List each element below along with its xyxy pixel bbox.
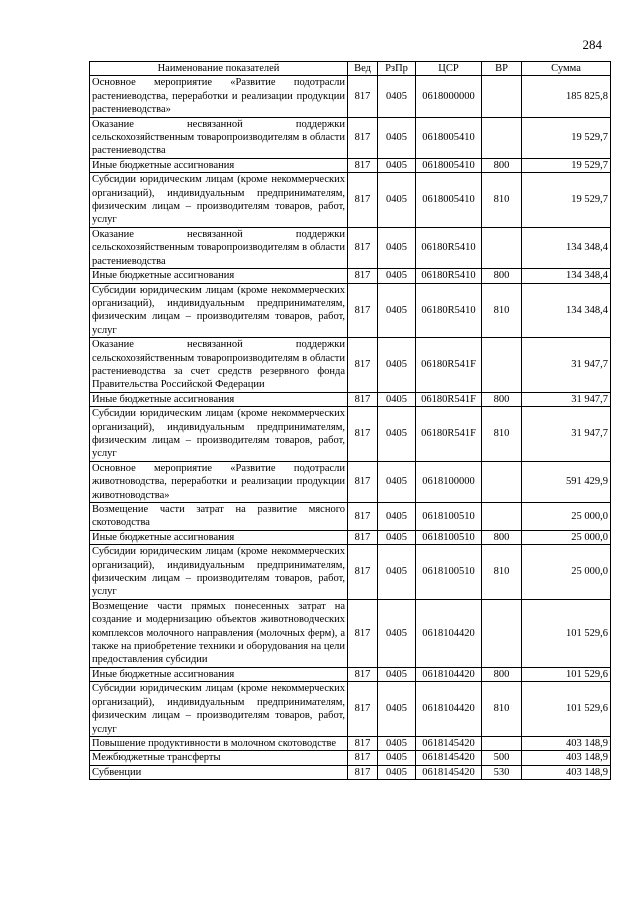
row-vr-cell: 530 [482, 765, 522, 779]
row-ved-cell: 817 [348, 338, 378, 393]
row-vr-cell [482, 461, 522, 502]
row-name-cell: Иные бюджетные ассигнования [90, 530, 348, 544]
row-ved-cell: 817 [348, 461, 378, 502]
row-ved-cell: 817 [348, 392, 378, 406]
header-csr: ЦСР [416, 62, 482, 76]
row-rzpr-cell: 0405 [378, 338, 416, 393]
table-row [90, 751, 611, 765]
row-rzpr-cell: 0405 [378, 503, 416, 531]
row-sum-cell: 25 000,0 [522, 545, 611, 600]
row-rzpr-cell: 0405 [378, 76, 416, 117]
row-ved-cell: 817 [348, 751, 378, 765]
row-csr-cell: 06180R541F [416, 392, 482, 406]
row-rzpr-cell: 0405 [378, 283, 416, 338]
row-ved-cell: 817 [348, 765, 378, 779]
row-sum-cell: 31 947,7 [522, 338, 611, 393]
row-name-cell: Иные бюджетные ассигнования [90, 158, 348, 172]
row-ved-cell: 817 [348, 117, 378, 158]
row-csr-cell: 0618005410 [416, 158, 482, 172]
row-rzpr-cell: 0405 [378, 545, 416, 600]
row-ved-cell: 817 [348, 173, 378, 228]
row-name-cell: Оказание несвязанной поддержки сельскохозяйственным товаропроизводителям в области растениеводства [90, 227, 348, 268]
row-name-cell: Иные бюджетные ассигнования [90, 392, 348, 406]
row-name-cell: Повышение продуктивности в молочном скотоводстве [90, 736, 348, 750]
row-rzpr-cell: 0405 [378, 599, 416, 667]
table-row [90, 599, 611, 667]
row-sum-cell: 101 529,6 [522, 667, 611, 681]
row-csr-cell: 06180R5410 [416, 227, 482, 268]
table-row [90, 269, 611, 283]
row-name-cell: Иные бюджетные ассигнования [90, 667, 348, 681]
row-name-cell: Субсидии юридическим лицам (кроме некоммерческих организаций), индивидуальным предпринимателям, физическим лицам – производителям товаров, работ, услуг [90, 407, 348, 462]
row-ved-cell: 817 [348, 530, 378, 544]
table-row [90, 736, 611, 750]
row-name-cell: Субсидии юридическим лицам (кроме некоммерческих организаций), индивидуальным предпринимателям, физическим лицам – производителям товаров, работ, услуг [90, 682, 348, 737]
row-vr-cell: 800 [482, 269, 522, 283]
row-ved-cell: 817 [348, 682, 378, 737]
row-sum-cell: 403 148,9 [522, 736, 611, 750]
row-vr-cell [482, 227, 522, 268]
row-csr-cell: 06180R5410 [416, 269, 482, 283]
row-sum-cell: 31 947,7 [522, 407, 611, 462]
row-rzpr-cell: 0405 [378, 407, 416, 462]
row-vr-cell: 810 [482, 173, 522, 228]
table-row [90, 117, 611, 158]
row-rzpr-cell: 0405 [378, 736, 416, 750]
budget-table [89, 61, 611, 780]
row-rzpr-cell: 0405 [378, 682, 416, 737]
row-ved-cell: 817 [348, 227, 378, 268]
row-name-cell: Иные бюджетные ассигнования [90, 269, 348, 283]
row-vr-cell [482, 76, 522, 117]
table-row [90, 530, 611, 544]
row-name-cell: Субсидии юридическим лицам (кроме некоммерческих организаций), индивидуальным предпринимателям, физическим лицам – производителям товаров, работ, услуг [90, 545, 348, 600]
row-vr-cell [482, 736, 522, 750]
row-sum-cell: 134 348,4 [522, 269, 611, 283]
table-row [90, 227, 611, 268]
row-name-cell: Возмещение части прямых понесенных затрат на создание и модернизацию объектов животноводческих комплексов молочного направления (молочных ферм), а также на приобретение техники и оборудования на цели предоставления субсидии [90, 599, 348, 667]
row-rzpr-cell: 0405 [378, 158, 416, 172]
table-row [90, 461, 611, 502]
row-sum-cell: 101 529,6 [522, 599, 611, 667]
row-rzpr-cell: 0405 [378, 392, 416, 406]
row-vr-cell: 810 [482, 407, 522, 462]
row-name-cell: Основное мероприятие «Развитие подотрасли растениеводства, переработки и реализации продукции растениеводства» [90, 76, 348, 117]
row-csr-cell: 0618100510 [416, 503, 482, 531]
row-ved-cell: 817 [348, 283, 378, 338]
header-vr: ВР [482, 62, 522, 76]
row-csr-cell: 0618145420 [416, 765, 482, 779]
row-ved-cell: 817 [348, 667, 378, 681]
row-csr-cell: 0618000000 [416, 76, 482, 117]
row-rzpr-cell: 0405 [378, 751, 416, 765]
row-vr-cell: 800 [482, 530, 522, 544]
row-ved-cell: 817 [348, 269, 378, 283]
row-name-cell: Оказание несвязанной поддержки сельскохозяйственным товаропроизводителям в области растениеводства за счет средств резервного фонда Правительства Российской Федерации [90, 338, 348, 393]
row-csr-cell: 0618104420 [416, 667, 482, 681]
table-row [90, 173, 611, 228]
table-row [90, 765, 611, 779]
row-csr-cell: 0618100510 [416, 530, 482, 544]
row-csr-cell: 0618104420 [416, 682, 482, 737]
table-row [90, 392, 611, 406]
row-name-cell: Возмещение части затрат на развитие мясного скотоводства [90, 503, 348, 531]
row-ved-cell: 817 [348, 545, 378, 600]
table-row [90, 407, 611, 462]
row-csr-cell: 0618100510 [416, 545, 482, 600]
row-ved-cell: 817 [348, 407, 378, 462]
row-name-cell: Субвенции [90, 765, 348, 779]
row-sum-cell: 134 348,4 [522, 227, 611, 268]
row-rzpr-cell: 0405 [378, 173, 416, 228]
row-name-cell: Оказание несвязанной поддержки сельскохозяйственным товаропроизводителям в области растениеводства [90, 117, 348, 158]
row-csr-cell: 06180R541F [416, 338, 482, 393]
row-name-cell: Основное мероприятие «Развитие подотрасли животноводства, переработки и реализации продукции животноводства» [90, 461, 348, 502]
row-sum-cell: 19 529,7 [522, 158, 611, 172]
row-vr-cell: 810 [482, 682, 522, 737]
row-sum-cell: 185 825,8 [522, 76, 611, 117]
row-sum-cell: 19 529,7 [522, 117, 611, 158]
row-vr-cell: 500 [482, 751, 522, 765]
table-header-row [90, 62, 611, 76]
table-row [90, 158, 611, 172]
row-csr-cell: 0618145420 [416, 751, 482, 765]
table-row [90, 503, 611, 531]
page-number: 284 [582, 37, 602, 52]
row-sum-cell: 101 529,6 [522, 682, 611, 737]
row-vr-cell: 800 [482, 158, 522, 172]
table-row [90, 283, 611, 338]
row-ved-cell: 817 [348, 76, 378, 117]
table-row [90, 667, 611, 681]
row-sum-cell: 31 947,7 [522, 392, 611, 406]
row-rzpr-cell: 0405 [378, 765, 416, 779]
row-csr-cell: 06180R5410 [416, 283, 482, 338]
row-csr-cell: 0618005410 [416, 173, 482, 228]
row-sum-cell: 591 429,9 [522, 461, 611, 502]
row-vr-cell [482, 503, 522, 531]
row-csr-cell: 0618100000 [416, 461, 482, 502]
row-sum-cell: 403 148,9 [522, 751, 611, 765]
row-sum-cell: 25 000,0 [522, 503, 611, 531]
row-csr-cell: 0618104420 [416, 599, 482, 667]
row-sum-cell: 25 000,0 [522, 530, 611, 544]
header-name: Наименование показателей [90, 62, 348, 76]
row-sum-cell: 403 148,9 [522, 765, 611, 779]
row-name-cell: Субсидии юридическим лицам (кроме некоммерческих организаций), индивидуальным предпринимателям, физическим лицам – производителям товаров, работ, услуг [90, 173, 348, 228]
row-vr-cell: 810 [482, 545, 522, 600]
header-rzpr: РзПр [378, 62, 416, 76]
row-ved-cell: 817 [348, 736, 378, 750]
row-ved-cell: 817 [348, 599, 378, 667]
row-vr-cell: 810 [482, 283, 522, 338]
row-csr-cell: 0618145420 [416, 736, 482, 750]
row-rzpr-cell: 0405 [378, 117, 416, 158]
row-name-cell: Межбюджетные трансферты [90, 751, 348, 765]
table-row [90, 682, 611, 737]
row-rzpr-cell: 0405 [378, 667, 416, 681]
row-vr-cell [482, 338, 522, 393]
row-vr-cell [482, 117, 522, 158]
row-csr-cell: 06180R541F [416, 407, 482, 462]
row-rzpr-cell: 0405 [378, 461, 416, 502]
row-sum-cell: 134 348,4 [522, 283, 611, 338]
row-ved-cell: 817 [348, 503, 378, 531]
header-ved: Вед [348, 62, 378, 76]
row-rzpr-cell: 0405 [378, 227, 416, 268]
row-sum-cell: 19 529,7 [522, 173, 611, 228]
row-rzpr-cell: 0405 [378, 269, 416, 283]
row-csr-cell: 0618005410 [416, 117, 482, 158]
row-name-cell: Субсидии юридическим лицам (кроме некоммерческих организаций), индивидуальным предпринимателям, физическим лицам – производителям товаров, работ, услуг [90, 283, 348, 338]
table-row [90, 338, 611, 393]
row-ved-cell: 817 [348, 158, 378, 172]
table-row [90, 76, 611, 117]
table-row [90, 545, 611, 600]
row-vr-cell: 800 [482, 392, 522, 406]
header-sum: Сумма [522, 62, 611, 76]
row-vr-cell [482, 599, 522, 667]
row-vr-cell: 800 [482, 667, 522, 681]
row-rzpr-cell: 0405 [378, 530, 416, 544]
